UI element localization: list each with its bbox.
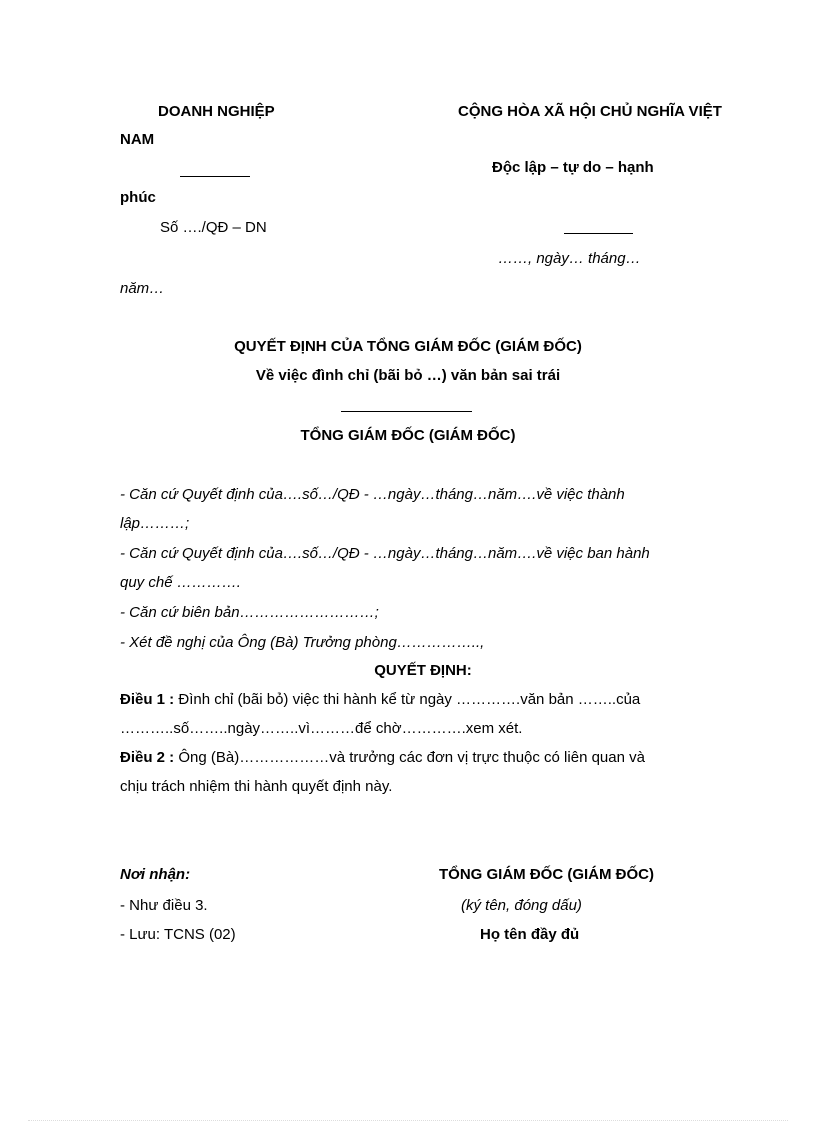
article-text: Đình chỉ (bãi bỏ) việc thi hành kể từ ngày ………….văn bản ……..của xyxy=(174,691,641,708)
recipients-heading: Nơi nhận: xyxy=(120,866,191,883)
organization-underline xyxy=(180,176,250,177)
legal-basis-line: - Căn cứ Quyết định của….số…/QĐ - …ngày…tháng…năm….về việc thành xyxy=(120,486,625,503)
national-motto-wrap: phúc xyxy=(120,189,156,206)
article-text: Ông (Bà)………………và trưởng các đơn vị trực thuộc có liên quan và xyxy=(174,749,645,766)
recipient-item: - Như điều 3. xyxy=(120,897,208,914)
country-name-wrap: NAM xyxy=(120,131,155,148)
country-name: CỘNG HÒA XÃ HỘI CHỦ NGHĨA VIỆT xyxy=(458,103,722,120)
article-label: Điều 2 : xyxy=(120,749,175,766)
legal-basis-line: - Căn cứ biên bản………………………; xyxy=(120,604,379,621)
document-number: Số …./QĐ – DN xyxy=(160,219,267,236)
issuer-title: TỔNG GIÁM ĐỐC (GIÁM ĐỐC) xyxy=(300,427,516,444)
legal-basis-line: lập………; xyxy=(120,515,190,532)
motto-underline xyxy=(564,233,633,234)
signature-note: (ký tên, đóng dấu) xyxy=(461,897,582,914)
national-motto: Độc lập – tự do – hạnh xyxy=(492,159,654,176)
decision-subject: Về việc đình chỉ (bãi bỏ …) văn bản sai trái xyxy=(255,367,561,384)
page-bottom-border xyxy=(28,1120,788,1121)
decision-title: QUYẾT ĐỊNH CỦA TỔNG GIÁM ĐỐC (GIÁM ĐỐC) xyxy=(234,338,582,355)
legal-basis-line: quy chế …………. xyxy=(120,574,241,591)
signature-title: TỔNG GIÁM ĐỐC (GIÁM ĐỐC) xyxy=(439,866,654,883)
organization-name: DOANH NGHIỆP xyxy=(158,103,275,120)
article-2-continued: chịu trách nhiệm thi hành quyết định này. xyxy=(120,778,393,795)
legal-basis-line: - Căn cứ Quyết định của….số…/QĐ - …ngày…tháng…năm….về việc ban hành xyxy=(120,545,650,562)
article-label: Điều 1 : xyxy=(120,691,175,708)
article-2 xyxy=(120,749,645,766)
decision-heading: QUYẾT ĐỊNH: xyxy=(374,662,472,679)
legal-basis-line: - Xét đề nghị của Ông (Bà) Trưởng phòng…………….., xyxy=(120,634,485,651)
place-and-date-wrap: năm… xyxy=(120,280,165,297)
article-1 xyxy=(120,691,640,708)
title-underline xyxy=(341,411,472,412)
signer-name: Họ tên đầy đủ xyxy=(480,926,580,943)
place-and-date: ……, ngày… tháng… xyxy=(498,250,641,267)
article-1-continued: ………..số……..ngày……..vì………để chờ………….xem xét. xyxy=(120,720,523,737)
recipient-item: - Lưu: TCNS (02) xyxy=(120,926,236,943)
